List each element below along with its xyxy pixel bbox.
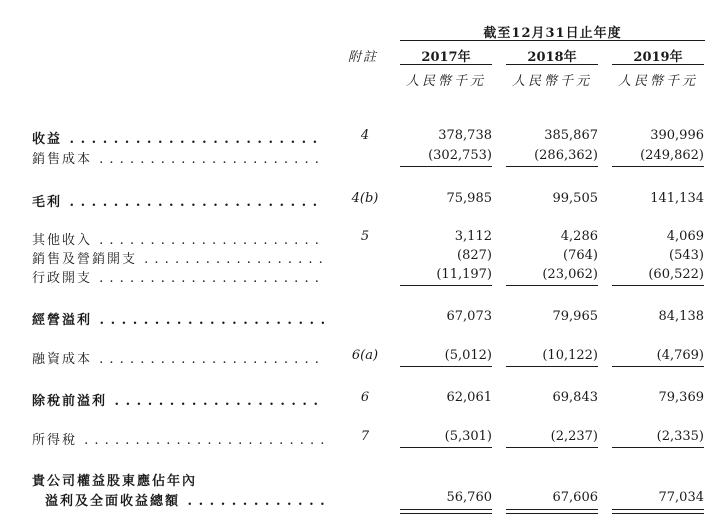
row-value: (543) [669,248,704,263]
row-value: (764) [563,248,598,263]
row-value: (60,522) [648,267,704,282]
row-value: 69,843 [552,390,598,405]
subtotal-rule [612,366,704,367]
row-value: 84,138 [658,309,704,324]
note-column-heading: 附註 [348,50,379,65]
subtotal-rule [506,285,598,286]
row-value: (5,012) [444,348,492,363]
year-heading-2017: 2017年 [421,50,471,65]
row-value: (4,769) [656,348,704,363]
row-value: 67,073 [446,309,492,324]
row-value: 67,606 [552,490,598,505]
row-value: (302,753) [428,148,492,163]
year-heading-2018: 2018年 [527,50,577,65]
row-note: 4(b) [351,191,379,206]
subtotal-rule [612,166,704,167]
subtotal-rule [400,285,492,286]
row-value: 79,965 [552,309,598,324]
unit-label: 人民幣千元 [511,74,592,89]
row-value: 56,760 [446,490,492,505]
row-note: 5 [360,229,370,244]
row-value: 79,369 [658,390,704,405]
row-label-other-income: 其他收入 . . . [32,229,324,248]
row-label-finance-costs: 融資成本 . . . [32,348,324,367]
year-underline [400,64,492,65]
row-note: 4 [360,128,370,143]
row-value: (11,197) [436,267,492,282]
row-value: 141,134 [650,191,704,206]
row-value: (10,122) [542,348,598,363]
subtotal-rule [506,166,598,167]
row-value: 75,985 [446,191,492,206]
row-label-attributable-profit-line1: 貴公司權益股東應佔年內 [32,474,198,489]
unit-label: 人民幣千元 [617,74,698,89]
subtotal-rule [400,166,492,167]
row-value: 378,738 [438,128,492,143]
row-label-cost-of-sales: 銷售成本 . . . [32,148,324,167]
row-label-attributable-profit-line2: 溢利及全面收益總額 . . . [45,490,324,509]
row-value: 4,286 [560,229,598,244]
row-note: 6(a) [351,348,379,363]
row-value: 4,069 [666,229,704,244]
year-underline [506,64,598,65]
row-label-income-tax: 所得稅 . . . [32,429,324,448]
row-value: 3,112 [454,229,492,244]
row-label-selling-expenses: 銷售及營銷開支 . . . [32,248,324,267]
row-value: 385,867 [544,128,598,143]
year-heading-2019: 2019年 [633,50,683,65]
row-label-admin-expenses: 行政開支 . . . [32,267,324,286]
row-value: 62,061 [446,390,492,405]
total-double-rule [400,509,492,514]
row-value: (2,237) [550,429,598,444]
period-underline [400,40,705,41]
row-value: (23,062) [542,267,598,282]
row-value: (249,862) [640,148,704,163]
subtotal-rule [506,366,598,367]
row-value: (286,362) [534,148,598,163]
unit-label: 人民幣千元 [405,74,486,89]
subtotal-rule [612,285,704,286]
period-heading: 截至12月31日止年度 [483,26,622,41]
row-label-operating-profit: 經營溢利 . . . [32,309,324,328]
row-value: (5,301) [444,429,492,444]
subtotal-rule [400,366,492,367]
row-value: 77,034 [658,490,704,505]
row-value: (827) [457,248,492,263]
row-value: (2,335) [656,429,704,444]
row-label-profit-before-tax: 除稅前溢利 . . . [32,390,324,409]
row-label-revenue: 收益 . . . [32,128,324,147]
row-value: 390,996 [650,128,704,143]
row-label-gross-profit: 毛利 . . . [32,191,324,210]
row-value: 99,505 [552,191,598,206]
subtotal-rule [506,447,598,448]
total-double-rule [612,509,704,514]
row-note: 6 [360,390,370,405]
subtotal-rule [400,447,492,448]
total-double-rule [506,509,598,514]
subtotal-rule [612,447,704,448]
row-note: 7 [360,429,370,444]
year-underline [612,64,704,65]
